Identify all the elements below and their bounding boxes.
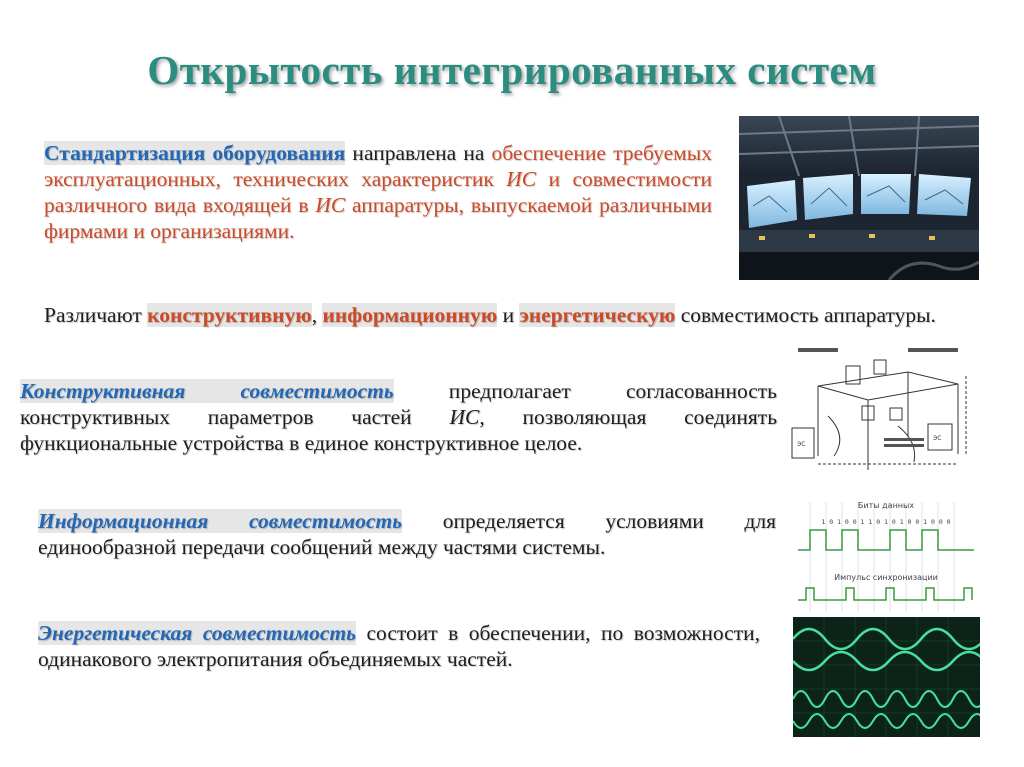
signal-label-data-bits: Биты данных [857, 501, 915, 510]
signal-diagram [796, 494, 976, 612]
term-constructive-compat: Конструктивная совместимость [20, 379, 394, 403]
term-standardization: Стандартизация оборудования [44, 141, 346, 165]
term-informational: информационную [322, 303, 498, 327]
term-constructive: конструктивную [147, 303, 312, 327]
signal-bit-values: 1 0 1 0 0 1 1 0 1 0 1 0 0 1 0 0 0 [821, 518, 951, 526]
page-title: Открытость интегрированных систем [147, 47, 877, 93]
diagram-label-es-left: ЭС [797, 441, 806, 448]
constructive-paragraph: Конструктивная совместимость предполагает согласованность конструктивных параметров частей ИС, позволяющая соединять функциональные устройства в единое конструктивное целое. [20, 379, 777, 455]
standardization-paragraph: Стандартизация оборудования направлена на обеспечение требуемых эксплуатационных, технических характеристик ИС и совместимости различного вида входящей в ИС аппаратуры, выпускаемой различными фирмами и организациями. [44, 141, 713, 243]
term-energetic: энергетическую [519, 303, 676, 327]
diagram-label-es-right: ЭС [933, 435, 942, 442]
informational-paragraph: Информационная совместимость определяется условиями для единообразной передачи сообщений между частями системы. [38, 509, 776, 559]
term-informational-compat: Информационная совместимость [38, 509, 403, 533]
control-room-photo [739, 116, 979, 280]
construction-diagram [788, 346, 974, 476]
oscilloscope-image [793, 617, 980, 737]
signal-label-sync: Импульс синхронизации [834, 573, 938, 582]
compatibility-types-paragraph: Различают конструктивную, информационную и энергетическую совместимость аппаратуры. [44, 303, 936, 327]
energetic-paragraph: Энергетическая совместимость состоит в обеспечении, по возможности, одинакового электропитания объединяемых частей. [38, 621, 760, 671]
term-energetic-compat: Энергетическая совместимость [38, 621, 357, 645]
